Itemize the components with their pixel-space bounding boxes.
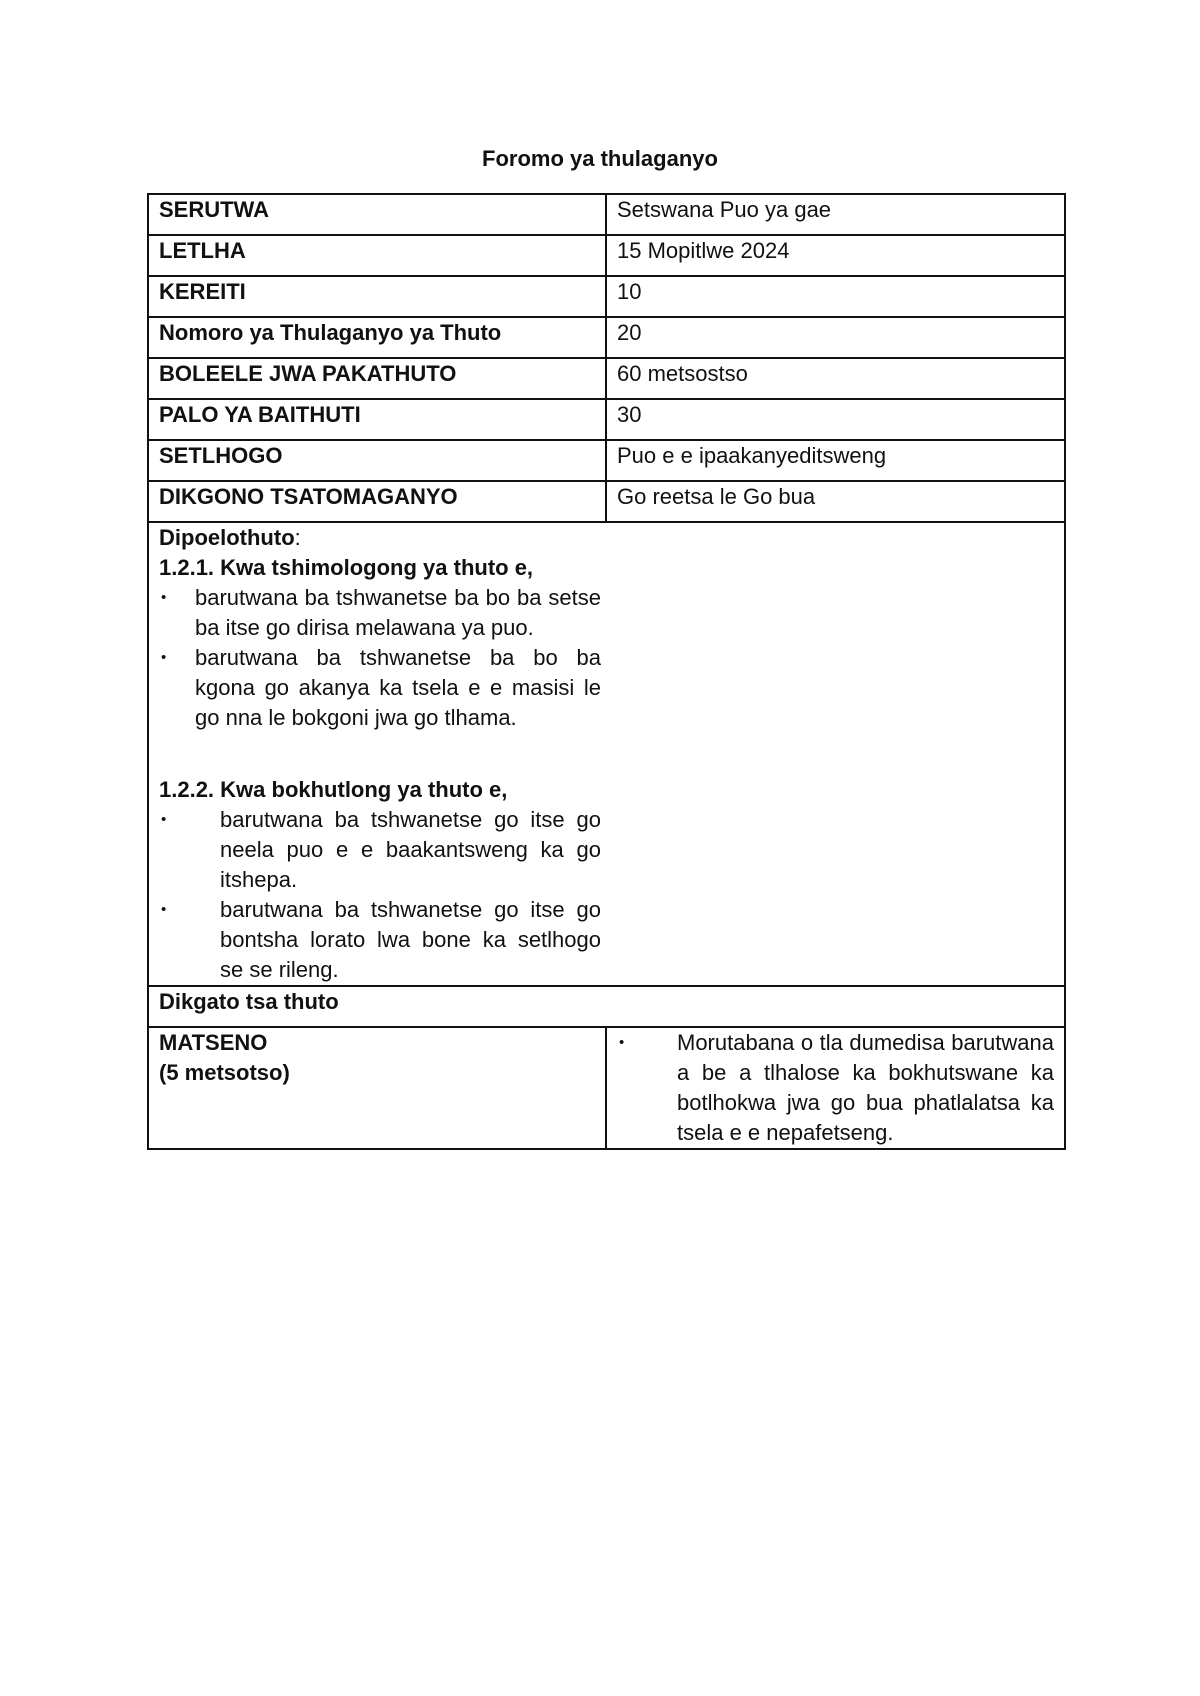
bullet-icon: • bbox=[161, 901, 167, 918]
table-row bbox=[148, 194, 1065, 235]
list-item: • barutwana ba tshwanetse go itse go bontsha lorato lwa bone ka setlhogo se se rileng. bbox=[161, 897, 601, 982]
activities-header: Dikgato tsa thuto bbox=[148, 986, 1065, 1027]
objectives-heading: Dipoelothuto: bbox=[159, 525, 301, 550]
table-row bbox=[148, 440, 1065, 481]
row-label-learner-count: PALO YA BAITHUTI bbox=[148, 399, 606, 440]
table-row bbox=[148, 317, 1065, 358]
introduction-duration: (5 metsotso) bbox=[159, 1060, 290, 1085]
bullet-icon: • bbox=[161, 589, 167, 606]
page-title: Foromo ya thulaganyo bbox=[482, 146, 718, 171]
objectives-section-2-list bbox=[159, 805, 601, 985]
list-item: • barutwana ba tshwanetse ba bo ba kgona go akanya ka tsela e e masisi le go nna le bokgoni jwa go tlhama. bbox=[161, 645, 601, 730]
row-value-grade: 10 bbox=[606, 276, 1065, 317]
row-label-topic: SETLHOGO bbox=[148, 440, 606, 481]
row-value-lesson-number: 20 bbox=[606, 317, 1065, 358]
table-row bbox=[148, 481, 1065, 522]
row-label-lesson-number: Nomoro ya Thulaganyo ya Thuto bbox=[148, 317, 606, 358]
table-row bbox=[148, 399, 1065, 440]
row-value-topic: Puo e e ipaakanyeditsweng bbox=[606, 440, 1065, 481]
objectives-row bbox=[148, 522, 1065, 986]
row-label-duration: BOLEELE JWA PAKATHUTO bbox=[148, 358, 606, 399]
row-value-duration: 60 metsostso bbox=[606, 358, 1065, 399]
row-value-learner-count: 30 bbox=[606, 399, 1065, 440]
row-label-subject: SERUTWA bbox=[148, 194, 606, 235]
row-value-date: 15 Mopitlwe 2024 bbox=[606, 235, 1065, 276]
row-value-subject: Setswana Puo ya gae bbox=[606, 194, 1065, 235]
table-row bbox=[148, 276, 1065, 317]
list-item: • Morutabana o tla dumedisa barutwana a be a tlhalose ka bokhutswane ka botlhokwa jwa go bua phatlalatsa ka tsela e e nepafetseng. bbox=[619, 1030, 1054, 1145]
introduction-activity-list bbox=[617, 1028, 1054, 1148]
introduction-row bbox=[148, 1027, 1065, 1149]
objectives-section-1-title: 1.2.1. Kwa tshimologong ya thuto e, bbox=[159, 555, 534, 580]
row-label-skills: DIKGONO TSATOMAGANYO bbox=[148, 481, 606, 522]
lesson-plan-table bbox=[147, 193, 1066, 1150]
introduction-label: MATSENO bbox=[159, 1030, 268, 1055]
row-label-grade: KEREITI bbox=[148, 276, 606, 317]
objectives-section-2-title: 1.2.2. Kwa bokhutlong ya thuto e, bbox=[159, 777, 508, 802]
activities-header-row bbox=[148, 986, 1065, 1027]
objectives-section-1-list bbox=[159, 583, 601, 733]
objectives-cell bbox=[148, 522, 1065, 986]
table-row bbox=[148, 358, 1065, 399]
introduction-activity-cell bbox=[606, 1027, 1065, 1149]
objectives-content bbox=[159, 523, 601, 985]
row-value-skills: Go reetsa le Go bua bbox=[606, 481, 1065, 522]
row-label-date: LETLHA bbox=[148, 235, 606, 276]
list-item: • barutwana ba tshwanetse go itse go neela puo e e baakantsweng ka go itshepa. bbox=[161, 807, 601, 892]
bullet-icon: • bbox=[619, 1034, 625, 1051]
table-row bbox=[148, 235, 1065, 276]
bullet-icon: • bbox=[161, 811, 167, 828]
introduction-label-cell bbox=[148, 1027, 606, 1149]
list-item: • barutwana ba tshwanetse ba bo ba setse ba itse go dirisa melawana ya puo. bbox=[161, 585, 601, 640]
bullet-icon: • bbox=[161, 649, 167, 666]
